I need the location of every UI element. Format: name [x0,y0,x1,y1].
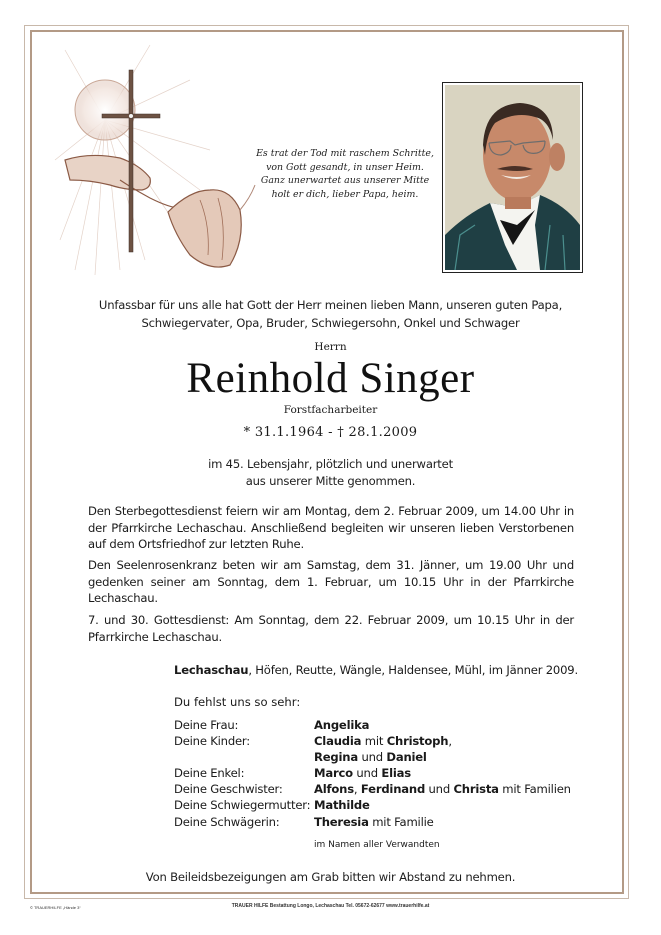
family-relation: Deine Kinder: [174,734,250,749]
family-member-name: Ferdinand [360,782,426,797]
family-row [174,814,571,830]
family-connector: und [425,782,454,797]
intro-text [0,296,661,332]
family-connector: , [353,782,361,797]
family-list [174,717,571,830]
rosary-paragraph: Den Seelenrosenkranz beten wir am Samstag, dem 31. Jänner, um 19.00 Uhr und gedenken seiner am Sonntag, dem 1. Februar, um 10.15 Uhr in der Pfarrkirche Lechaschau. [88,558,574,606]
poem-line: holt er dich, lieber Papa, heim. [271,188,419,200]
funeral-service-paragraph: Den Sterbegottesdienst feiern wir am Montag, dem 2. Februar 2009, um 14.00 Uhr in der Pfarrkirche Lechaschau. Anschließend begleiten wir unseren lieben Verstorbenen auf dem Ortsfriedhof zur letzten Ruhe. [88,504,574,552]
family-member-name: Mathilde [314,798,370,813]
family-names [314,749,427,765]
family-member-name: Alfons [314,782,354,797]
family-connector: mit [361,734,387,749]
family-connector: und [357,750,387,765]
hands [65,155,255,267]
behalf-text: im Namen aller Verwandten [314,840,440,850]
family-relation: Deine Geschwister: [174,782,283,797]
family-connector: , [448,734,452,749]
family-row [174,781,571,797]
age-line-2: aus unserer Mitte genommen. [245,474,416,488]
family-relation: Deine Frau: [174,718,239,732]
memorial-mass-paragraph: 7. und 30. Gottesdienst: Am Sonntag, dem 22. Februar 2009, um 10.15 Uhr in der Pfarrkirche Lechaschau. [88,613,574,644]
family-member-name: Marco [314,766,353,781]
poem-line: Ganz unerwartet aus unserer Mitte [260,175,430,186]
family-relation: Deine Schwägerin: [174,814,280,829]
family-row [174,797,571,813]
family-names [314,717,369,733]
portrait-photo [442,82,583,273]
family-relation: Deine Enkel: [174,766,245,781]
hands-cross-illustration [50,40,265,280]
salutation: Herrn [314,341,347,353]
family-member-name: Christoph [386,734,449,749]
family-connector: mit Familien [498,782,571,797]
family-row [174,749,571,765]
places-rest: , Höfen, Reutte, Wängle, Haldensee, Mühl, im Jänner 2009. [248,663,578,677]
places-line [174,663,578,677]
family-connector: und [352,766,382,781]
poem-line: von Gott gesandt, in unser Heim. [266,161,424,173]
portrait-image [445,85,580,270]
family-member-name: Regina [314,750,358,765]
family-member-name: Angelika [314,718,370,732]
family-member-name: Claudia [314,734,362,749]
family-connector: mit Familie [368,814,434,829]
life-dates: * 31.1.1964 - † 28.1.2009 [243,425,418,440]
age-text [0,456,661,490]
family-relation [174,749,314,765]
family-member-name: Christa [453,782,499,797]
intro-line-1: Unfassbar für uns alle hat Gott der Herr meinen lieben Mann, unseren guten Papa, [98,298,563,312]
family-member-name: Theresia [314,814,369,829]
family-row [174,765,571,781]
poem [252,147,438,201]
copyright-note: © TRAUERHILFE „Hände 3“ [30,905,81,910]
family-names [314,733,452,749]
family-member-name: Elias [381,766,411,781]
sun [75,80,135,140]
poem-line: Es trat der Tod mit raschem Schritte, [256,148,434,159]
family-names [314,797,370,813]
family-names [314,814,434,830]
age-line-1: im 45. Lebensjahr, plötzlich und unerwartet [208,457,453,471]
family-names [314,781,571,797]
occupation: Forstfacharbeiter [283,404,378,416]
family-names [314,765,411,781]
intro-line-2: Schwiegervater, Opa, Bruder, Schwiegersohn, Onkel und Schwager [141,316,520,330]
family-row [174,717,571,733]
family-member-name: Daniel [386,750,427,765]
family-row [174,733,571,749]
family-relation: Deine Schwiegermutter: [174,798,311,813]
funeral-home-footer: TRAUER HILFE Bestattung Longo, Lechaschau Tel. 05672-62677 www.trauerhilfe.at [231,903,430,909]
deceased-name: Reinhold Singer [186,355,475,402]
places-bold: Lechaschau [174,663,249,677]
miss-text: Du fehlst uns so sehr: [174,695,301,709]
condolence-note: Von Beileidsbezeigungen am Grab bitten wir Abstand zu nehmen. [145,870,516,884]
